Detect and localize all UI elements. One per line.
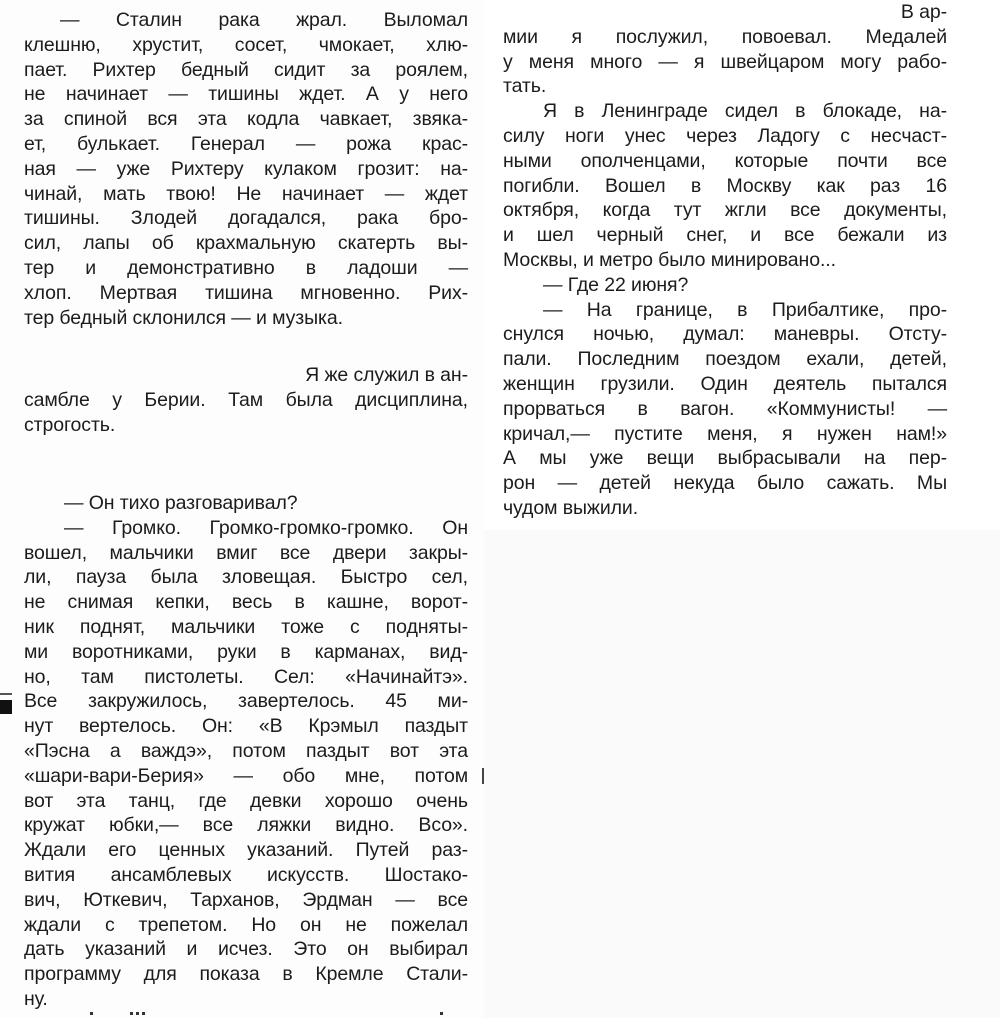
text-line: программу для показа в Кремле Стали- bbox=[24, 963, 468, 986]
text-line: вот эта танц, где девки хорошо очень bbox=[24, 789, 468, 812]
text-line: Я в Ленинграде сидел в блокаде, на- bbox=[543, 100, 947, 123]
text-line: не начинает — тишины ждет. А у него bbox=[24, 83, 468, 106]
text-line: ждали с трепетом. Но он не пожелал bbox=[24, 913, 468, 936]
text-line: октября, когда тут жгли все документы, bbox=[503, 199, 947, 222]
scan-tick-mark bbox=[482, 768, 484, 784]
text-line: ными ополченцами, которые почти все bbox=[503, 149, 947, 172]
text-line: кричал,— пустите меня, я нужен нам!» bbox=[503, 422, 947, 445]
text-line: — Сталин рака жрал. Выломал bbox=[60, 9, 468, 31]
text-line: вич, Юткевич, Тарханов, Эрдман — все bbox=[24, 888, 468, 911]
text-line: и шел черный снег, и все бежали из bbox=[503, 224, 947, 247]
text-line: нут вертелось. Он: «В Крэмыл паздыт bbox=[24, 715, 468, 738]
text-line: вития ансамблевых искусств. Шостако- bbox=[24, 863, 468, 886]
left-column-paragraph-stalin bbox=[24, 8, 468, 330]
left-column-dialogue bbox=[24, 491, 468, 1012]
text-line: ная — уже Рихтеру кулаком грозит: на- bbox=[24, 157, 468, 180]
text-line: чудом выжили. bbox=[503, 496, 639, 519]
text-line: мии я послужил, повоевал. Медалей bbox=[503, 25, 947, 48]
text-line: пали. Последним поездом ехали, детей, bbox=[503, 348, 947, 371]
text-line: «Пэсна а важдэ», потом паздыт вот эта bbox=[24, 739, 468, 762]
text-line: А мы уже вещи выбрасывали на пер- bbox=[503, 447, 947, 470]
text-line: дать указаний и исчез. Это он выбирал bbox=[24, 938, 468, 961]
text-line: пает. Рихтер бедный сидит за роялем, bbox=[24, 58, 468, 81]
text-line: кружат юбки,— все ляжки видно. Всо». bbox=[24, 814, 468, 837]
text-line: В ар- bbox=[900, 1, 947, 23]
text-line: женщин грузили. Один деятель пытался bbox=[503, 372, 947, 395]
scan-edge-line bbox=[0, 693, 12, 695]
text-line: силу ноги унес через Ладогу с несчаст- bbox=[503, 124, 947, 147]
text-line: ми воротниками, руки в карманах, вид- bbox=[24, 640, 468, 663]
left-column-paragraph-beria bbox=[24, 363, 468, 437]
text-line: за спиной вся эта кодла чавкает, звяка- bbox=[24, 108, 468, 131]
text-line: у меня много — я швейцаром могу рабо- bbox=[503, 50, 947, 73]
text-line: сил, лапы об крахмальную скатерть вы- bbox=[24, 232, 468, 255]
text-line: клешню, хрустит, сосет, чмокает, хлю- bbox=[24, 33, 468, 56]
text-line: ник поднят, мальчики тоже с подняты- bbox=[24, 615, 468, 638]
text-line: — Он тихо разговаривал? bbox=[64, 492, 298, 514]
text-line: Москвы, и метро было минировано... bbox=[503, 248, 836, 271]
text-line: хлоп. Мертвая тишина мгновенно. Рих- bbox=[24, 281, 468, 304]
text-line: рон — детей некуда было сажать. Мы bbox=[503, 472, 947, 495]
text-line: Все закружилось, завертелось. 45 ми- bbox=[24, 690, 468, 713]
text-line: вошел, мальчики вмиг все двери закры- bbox=[24, 541, 468, 564]
text-line: — На границе, в Прибалтике, про- bbox=[543, 298, 947, 321]
text-line: чинай, мать твою! Не начинает — ждет bbox=[24, 182, 468, 205]
text-line: тер бедный склонился — и музыка. bbox=[24, 306, 343, 329]
text-line: ну. bbox=[24, 987, 48, 1010]
scan-specks bbox=[70, 1012, 450, 1016]
text-line: прорваться в вагон. «Коммунисты! — bbox=[503, 397, 947, 420]
text-line: самбле у Берии. Там была дисциплина, bbox=[24, 388, 468, 411]
text-line: Ждали его ценных указаний. Путей раз- bbox=[24, 839, 468, 862]
text-line: «шари-вари-Берия» — обо мне, потом bbox=[24, 764, 468, 787]
text-line: — Громко. Громко-громко-громко. Он bbox=[64, 516, 468, 539]
text-line: ет, булькает. Генерал — рожа крас- bbox=[24, 132, 468, 155]
text-line: снулся ночью, думал: маневры. Отсту- bbox=[503, 323, 947, 346]
text-line: строгость. bbox=[24, 413, 116, 436]
text-line: ли, пауза была зловещая. Быстро сел, bbox=[24, 566, 468, 589]
outer-background bbox=[484, 530, 1000, 1018]
text-line: тать. bbox=[503, 75, 547, 98]
text-line: тер и демонстративно в ладоши — bbox=[24, 256, 468, 279]
scan-edge-marker bbox=[0, 700, 12, 714]
text-line: Я же служил в ан- bbox=[305, 364, 468, 386]
text-line: тишины. Злодей догадался, рака бро- bbox=[24, 207, 468, 230]
text-line: — Где 22 июня? bbox=[543, 273, 689, 296]
text-line: не снимая кепки, весь в кашне, ворот- bbox=[24, 591, 468, 614]
right-column-text bbox=[503, 0, 947, 521]
text-line: но, там пистолеты. Сел: «Начинайтэ». bbox=[24, 665, 468, 688]
text-line: погибли. Вошел в Москву как раз 16 bbox=[503, 174, 947, 197]
